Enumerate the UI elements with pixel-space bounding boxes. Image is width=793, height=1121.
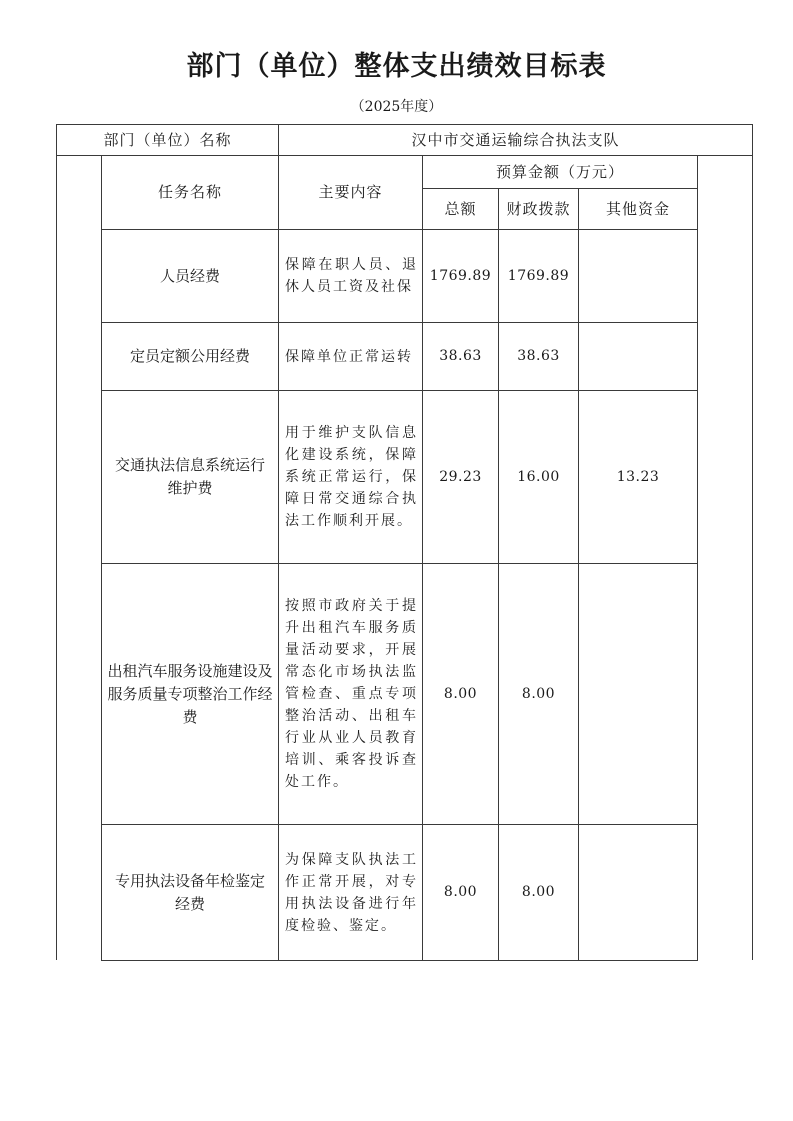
task-content: 用于维护支队信息化建设系统，保障系统正常运行，保障日常交通综合执法工作顺利开展。 [285,425,418,529]
fiscal-year: （2025年度） [350,99,443,115]
amount-fiscal: 1769.89 [507,267,570,284]
task-content: 为保障支队执法工作正常开展，对专用执法设备进行年度检验、鉴定。 [285,851,418,934]
header-budget: 预算金额（万元） [495,162,624,181]
amount-total: 1769.89 [429,267,492,284]
task-name: 人员经费 [159,266,220,285]
amount-other [579,230,697,322]
amount-fiscal: 8.00 [521,685,556,702]
dept-label: 部门（单位）名称 [103,130,232,149]
amount-fiscal: 16.00 [517,468,560,485]
amount-other [579,825,697,960]
header-total: 总额 [444,199,477,218]
task-name: 交通执法信息系统运行维护费 [114,456,265,497]
amount-total: 8.00 [443,685,478,702]
task-name: 专用执法设备年检鉴定经费 [114,871,265,913]
task-content: 保障在职人员、退休人员工资及社保 [285,257,418,295]
amount-fiscal: 8.00 [521,884,556,900]
task-name: 出租汽车服务设施建设及服务质量专项整治工作经费 [107,661,273,726]
amount-total: 8.00 [443,884,478,900]
header-other: 其他资金 [605,199,670,218]
task-content: 按照市政府关于提升出租汽车服务质量活动要求，开展常态化市场执法监管检查、重点专项整治活动、出租车行业从业人员教育培训、乘客投诉查处工作。 [285,598,418,790]
amount-total: 38.63 [439,348,482,364]
header-fiscal: 财政拨款 [506,199,571,218]
amount-total: 29.23 [439,468,482,485]
page-title: 部门（单位）整体支出绩效目标表 [186,51,607,82]
task-name: 定员定额公用经费 [129,347,250,365]
amount-other: 13.23 [616,468,660,485]
dept-name: 汉中市交通运输综合执法支队 [411,130,620,149]
amount-other [579,323,697,390]
task-content: 保障单位正常运转 [285,348,413,365]
amount-other [579,564,697,824]
header-task: 任务名称 [157,183,222,201]
amount-fiscal: 38.63 [517,348,560,364]
header-content: 主要内容 [318,183,383,201]
